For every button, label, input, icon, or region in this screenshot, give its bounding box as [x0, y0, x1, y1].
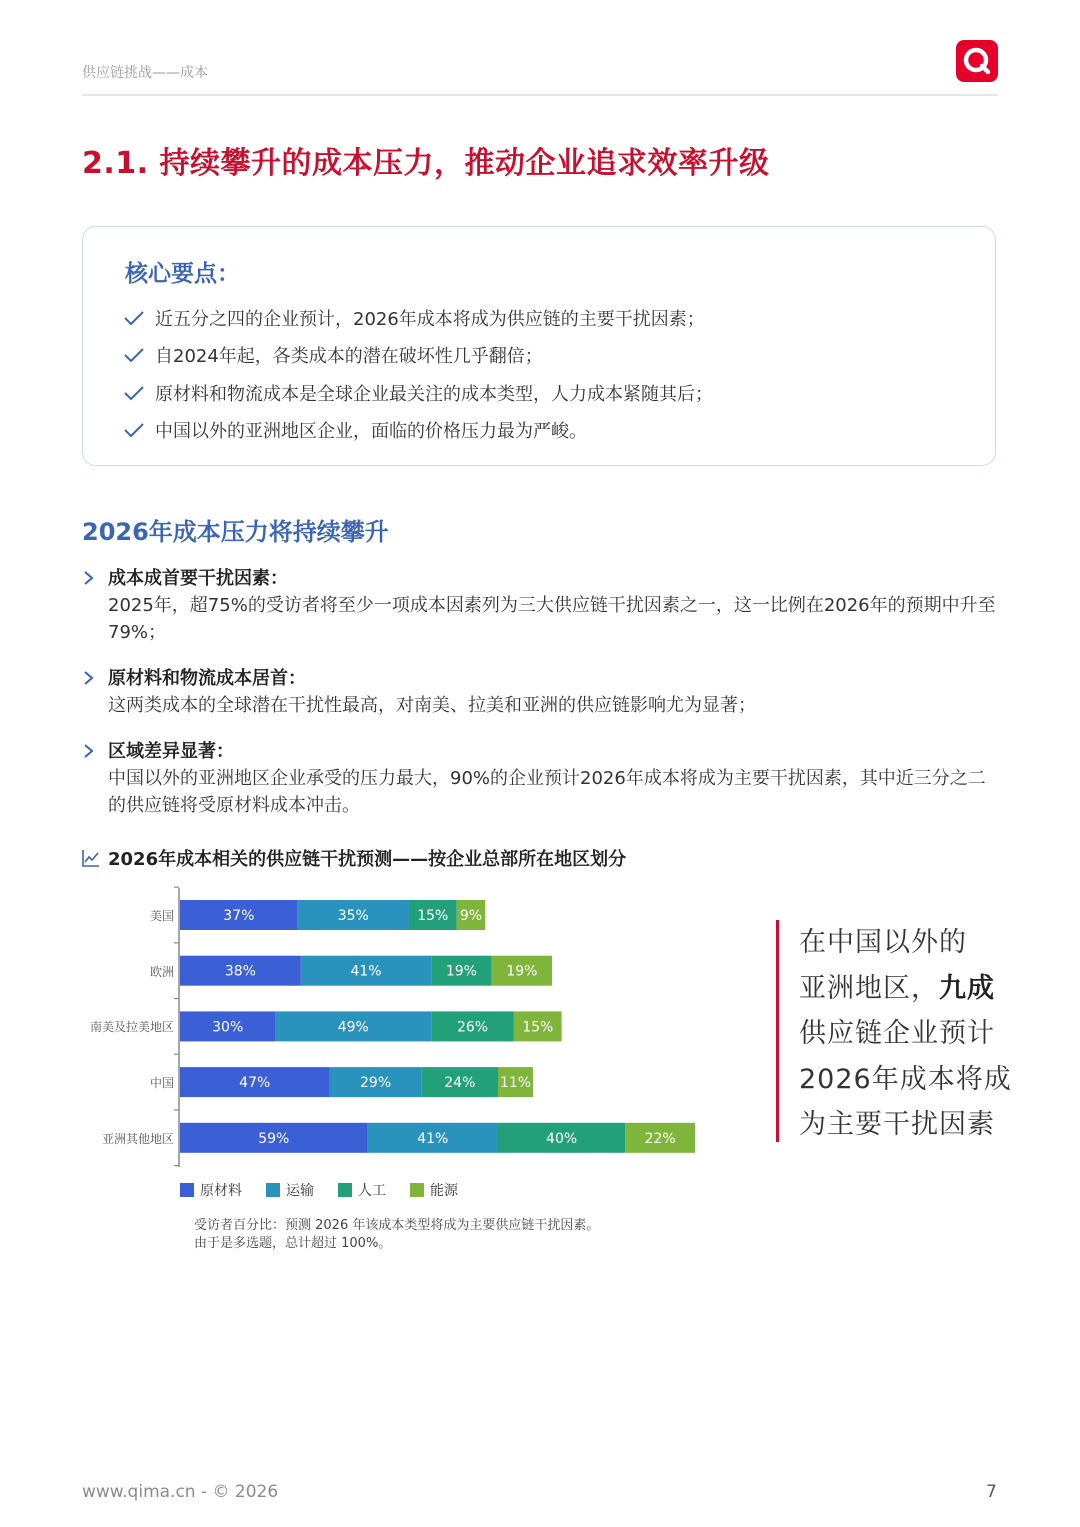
bullet-heading: 原材料和物流成本居首：	[108, 668, 306, 689]
keypoint-item	[123, 299, 713, 337]
bar-value-label: 15%	[417, 908, 449, 924]
bar-value-label: 37%	[223, 908, 255, 924]
footnote-line: 受访者百分比：预测 2026 年该成本类型将成为主要供应链干扰因素。	[194, 1218, 600, 1233]
check-icon	[123, 309, 145, 327]
bar-value-label: 19%	[445, 963, 477, 980]
chart-footnote	[194, 1217, 599, 1253]
bar-value-label: 41%	[417, 1130, 449, 1147]
stacked-bar-chart	[82, 885, 722, 1215]
keypoint-text: 中国以外的亚洲地区企业，面临的价格压力最为严峻。	[155, 421, 587, 443]
bar-value-label: 35%	[337, 908, 369, 924]
chart-legend	[180, 1180, 482, 1200]
bullet-heading: 区域差异显著：	[108, 741, 234, 762]
bar-value-label: 49%	[337, 1019, 369, 1036]
chevron-right-icon	[82, 570, 96, 586]
legend-item	[180, 1180, 242, 1200]
bar-value-label: 24%	[444, 1075, 476, 1092]
keypoint-text: 近五分之四的企业预计，2026年成本将成为供应链的主要干扰因素；	[155, 308, 705, 330]
bullet-item	[82, 566, 998, 646]
category-label: 亚洲其他地区	[101, 1131, 174, 1146]
bar-value-label: 59%	[258, 1130, 290, 1147]
legend-label: 运输	[286, 1183, 314, 1199]
legend-swatch	[266, 1183, 280, 1197]
bullet-heading: 成本成首要干扰因素：	[108, 568, 288, 589]
callout-line: 为主要干扰因素	[799, 1109, 995, 1140]
keypoints-list	[123, 299, 713, 449]
page-number: 7	[986, 1482, 997, 1502]
bar-value-label: 11%	[499, 1075, 532, 1092]
footnote-line: 由于是多选题，总计超过 100%。	[194, 1236, 392, 1251]
bar-value-label: 30%	[212, 1019, 244, 1036]
bullet-text: 2025年，超75%的受访者将至少一项成本因素列为三大供应链干扰因素之一，这一比例在2026年的预期中升至79%；	[108, 595, 996, 643]
keypoints-box	[82, 226, 996, 466]
footer-site: www.qima.cn - © 2026	[82, 1482, 279, 1502]
header-divider	[82, 94, 998, 96]
chevron-right-icon	[82, 670, 96, 686]
category-label: 欧洲	[149, 964, 174, 979]
legend-item	[410, 1180, 458, 1200]
bar-value-label: 15%	[522, 1019, 554, 1036]
callout-quote	[776, 920, 1012, 1142]
category-label: 美国	[149, 909, 174, 923]
bar-value-label: 22%	[644, 1130, 676, 1147]
legend-item	[338, 1180, 386, 1200]
callout-line: 在中国以外的	[799, 927, 967, 958]
q-logo-icon	[956, 40, 998, 82]
legend-swatch	[180, 1183, 194, 1197]
category-label: 中国	[149, 1076, 174, 1091]
chart-title-row	[82, 845, 626, 871]
bar-value-label: 19%	[506, 963, 538, 980]
line-chart-icon	[82, 849, 100, 867]
bar-value-label: 47%	[239, 1075, 271, 1092]
keypoints-title: 核心要点：	[125, 261, 240, 287]
chart-title: 2026年成本相关的供应链干扰预测——按企业总部所在地区划分	[108, 849, 627, 870]
bar-value-label: 38%	[224, 963, 256, 980]
header-section-label: 供应链挑战——成本	[82, 65, 208, 81]
bullet-text: 中国以外的亚洲地区企业承受的压力最大，90%的企业预计2026年成本将成为主要干扰因素，其中近三分之二的供应链将受原材料成本冲击。	[108, 768, 986, 816]
bar-value-label: 41%	[350, 963, 382, 980]
keypoint-item	[123, 374, 713, 412]
bullet-list	[82, 566, 998, 839]
callout-emphasis: 九成	[939, 972, 995, 1004]
callout-line	[799, 966, 1012, 1012]
keypoint-text: 原材料和物流成本是全球企业最关注的成本类型，人力成本紧随其后；	[155, 383, 713, 405]
bar-value-label: 9%	[459, 908, 483, 924]
legend-label: 能源	[430, 1183, 458, 1199]
bar-value-label: 26%	[456, 1019, 489, 1036]
bullet-item	[82, 739, 998, 819]
callout-text: 亚洲地区，	[799, 972, 939, 1004]
bar-value-label: 40%	[546, 1130, 578, 1147]
check-icon	[123, 384, 145, 402]
bar-value-label: 29%	[360, 1075, 392, 1092]
keypoint-text: 自2024年起，各类成本的潜在破坏性几乎翻倍；	[155, 346, 543, 368]
legend-swatch	[410, 1183, 424, 1197]
check-icon	[123, 346, 145, 364]
legend-item	[266, 1180, 314, 1200]
callout-line: 2026年成本将成	[799, 1063, 1012, 1095]
keypoint-item	[123, 337, 713, 375]
chart-svg	[82, 885, 722, 1175]
category-label: 南美及拉美地区	[89, 1020, 174, 1035]
callout-line: 供应链企业预计	[799, 1018, 995, 1049]
keypoint-item	[123, 412, 713, 450]
legend-label: 人工	[358, 1183, 386, 1199]
bullet-text: 这两类成本的全球潜在干扰性最高，对南美、拉美和亚洲的供应链影响尤为显著；	[108, 695, 756, 716]
legend-swatch	[338, 1183, 352, 1197]
legend-label: 原材料	[200, 1183, 242, 1199]
section-title: 2026年成本压力将持续攀升	[82, 518, 389, 546]
check-icon	[123, 421, 145, 439]
bullet-item	[82, 666, 998, 719]
page-title: 2.1. 持续攀升的成本压力，推动企业追求效率升级	[82, 146, 770, 181]
chevron-right-icon	[82, 743, 96, 759]
